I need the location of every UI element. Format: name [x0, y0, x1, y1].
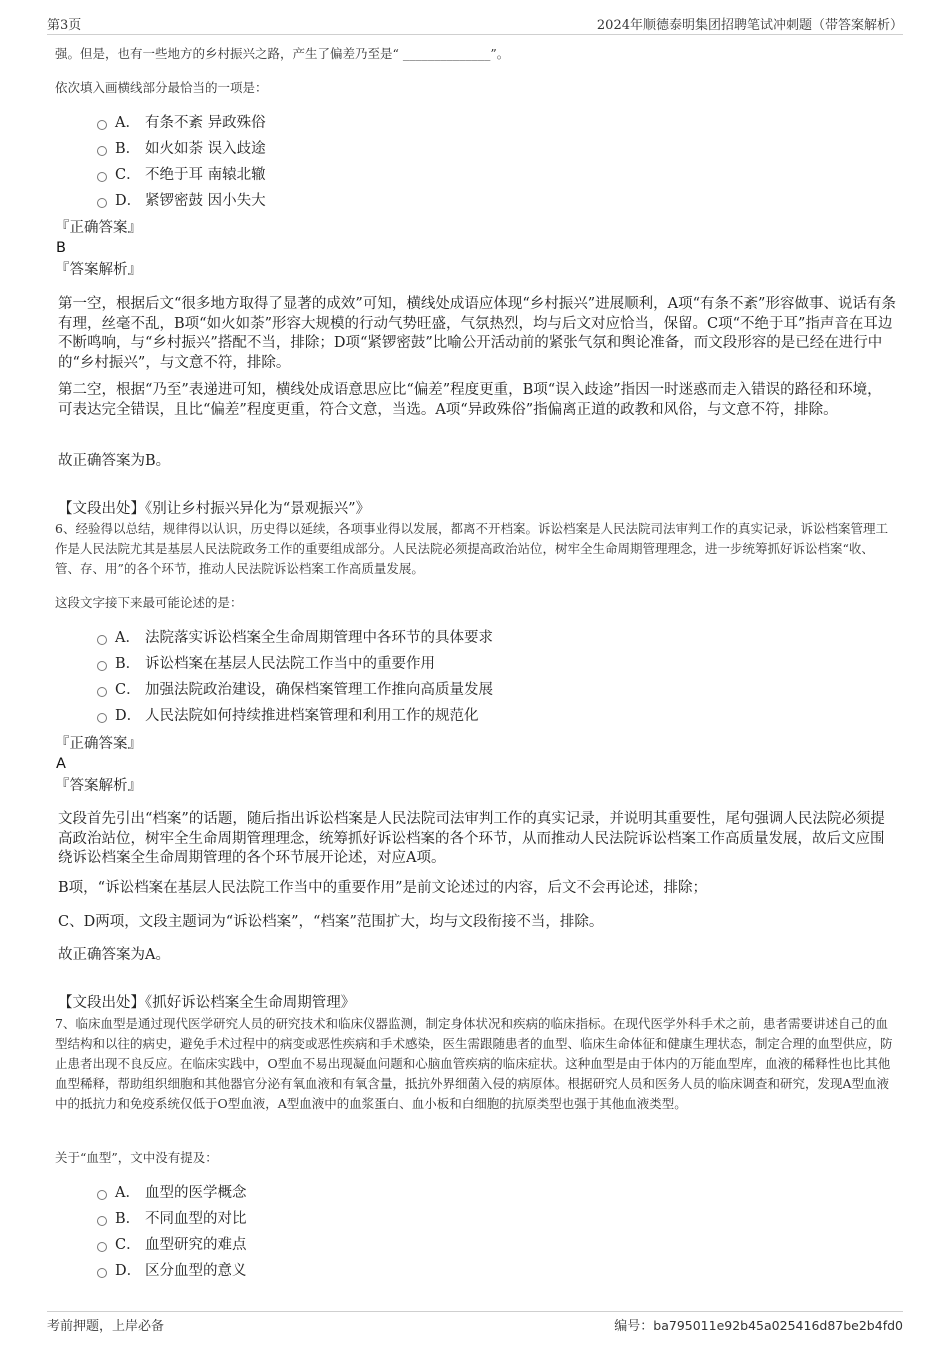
q5-analysis-paragraph-1: 第一空，根据后文“很多地方取得了显著的成效”可知，横线处成语应体现“乡村振兴”进展顺利，A项“有条不紊”形容做事、说话有条有理，丝毫不乱，B项“如火如荼”形容大规模的行动气势旺盛，气氛热烈，均与后文对应恰当，保留。C项“不绝于耳”指声音在耳边不断鸣响，与“乡村振兴”搭配不当，排除；D项“紧锣密鼓”比喻公开活动前的紧张气氛和舆论准备，而文段形容的是已经在进行中的“乡村振兴”，与文意不符，排除。 — [58, 296, 896, 371]
q7-option-b[interactable]: B． 不同血型的对比 — [55, 1206, 455, 1232]
q7-options — [55, 1180, 455, 1284]
q5-tail-text: 强。但是，也有一些地方的乡村振兴之路，产生了偏差乃至是“ ______________”。 — [55, 46, 510, 61]
q7-option-c[interactable]: C． 血型研究的难点 — [55, 1232, 455, 1258]
q5-answer-label: 『正确答案』 — [55, 220, 142, 236]
page-footer — [47, 1311, 903, 1336]
q6-source: 【文段出处】《抓好诉讼档案全生命周期管理》 — [58, 994, 356, 1011]
q6-analysis-paragraph-2: B项，“诉讼档案在基层人民法院工作当中的重要作用”是前文论述过的内容，后文不会再论述，排除； — [58, 880, 707, 896]
q5-option-b[interactable]: B． 如火如荼 误入歧途 — [55, 136, 455, 162]
q7-option-d[interactable]: D． 区分血型的意义 — [55, 1258, 455, 1284]
radio-button[interactable] — [97, 1242, 107, 1252]
q6-option-a[interactable]: A． 法院落实诉讼档案全生命周期管理中各环节的具体要求 — [55, 625, 655, 651]
q6-analysis-paragraph-1: 文段首先引出“档案”的话题，随后指出诉讼档案是人民法院司法审判工作的真实记录，并说明其重要性，尾句强调人民法院必须提高政治站位，树牢全生命周期管理理念，统筹抓好诉讼档案的各个环节，从而推动人民法院诉讼档案工作高质量发展，故后文应围绕诉讼档案全生命周期管理的各个环节展开论述，对应A项。 — [58, 811, 885, 866]
footer-code-value: ba795011e92b45a025416d87be2b4fd0 — [653, 1318, 903, 1333]
q6-option-c[interactable]: C． 加强法院政治建设，确保档案管理工作推向高质量发展 — [55, 677, 655, 703]
page-header — [47, 14, 903, 35]
radio-button[interactable] — [97, 687, 107, 697]
radio-button[interactable] — [97, 713, 107, 723]
q5-analysis-paragraph-2: 第二空，根据“乃至”表递进可知，横线处成语意思应比“偏差”程度更重，B项“误入歧途”指因一时迷惑而走入错误的路径和环境，可表达完全错误，且比“偏差”程度更重，符合文意，当选。A项“异政殊俗”指偏离正道的政教和风俗，与文意不符，排除。 — [58, 382, 882, 418]
q7-question-text: 7、临床血型是通过现代医学研究人员的研究技术和临床仪器监测，制定身体状况和疾病的临床指标。在现代医学外科手术之前，患者需要讲述自己的血型结构和以往的病史，避免手术过程中的病变或恶性疾病和手术感染，医生需跟随患者的血型、临床生命体征和健康生理状态，制定合理的血型供应，防止患者出现不良反应。在临床实践中，O型血不易出现凝血问题和心脑血管疾病的临床症状。这种血型是由于体内的万能血型库，血液的稀释性也比其他血型稀释，帮助组织细胞和其他器官分泌有氧血液和有氧含量，抵抗外界细菌入侵的病原体。根据研究人员和医务人员的临床调查和研究，发现A型血液中的抵抗力和免疫系统仅低于O型血液，A型血液中的血浆蛋白、血小板和白细胞的抗原类型也强于其他血液类型。 — [55, 1016, 893, 1111]
radio-button[interactable] — [97, 661, 107, 671]
q5-answer: B — [56, 240, 66, 256]
footer-code-label: 编号： — [614, 1319, 654, 1334]
radio-button[interactable] — [97, 198, 107, 208]
radio-button[interactable] — [97, 635, 107, 645]
q6-question-text: 6、经验得以总结，规律得以认识，历史得以延续，各项事业得以发展，都离不开档案。诉讼档案是人民法院司法审判工作的真实记录，诉讼档案管理工作是人民法院尤其是基层人民法院政务工作的重要组成部分。人民法院必须提高政治站位，树牢全生命周期管理理念，进一步统筹抓好诉讼档案“收、管、存、用”的各个环节，推动人民法院诉讼档案工作高质量发展。 — [55, 521, 888, 576]
radio-button[interactable] — [97, 1268, 107, 1278]
q6-analysis-label: 『答案解析』 — [55, 778, 142, 794]
q5-analysis-label: 『答案解析』 — [55, 262, 142, 278]
q6-answer: A — [56, 756, 66, 772]
q6-analysis-paragraph-3: C、D两项，文段主题词为“诉讼档案”，“档案”范围扩大，均与文段衔接不当，排除。 — [58, 914, 604, 930]
q5-option-a[interactable]: A． 有条不紊 异政殊俗 — [55, 110, 455, 136]
q5-option-c[interactable]: C． 不绝于耳 南辕北辙 — [55, 162, 455, 188]
q5-conclusion: 故正确答案为B。 — [58, 453, 171, 469]
q5-options — [55, 110, 455, 214]
q6-option-b[interactable]: B． 诉讼档案在基层人民法院工作当中的重要作用 — [55, 651, 655, 677]
document-title: 2024年顺德泰明集团招聘笔试冲刺题（带答案解析） — [596, 18, 903, 33]
q5-option-d[interactable]: D． 紧锣密鼓 因小失大 — [55, 188, 455, 214]
footer-slogan: 考前押题，上岸必备 — [47, 1319, 165, 1334]
q6-prompt: 这段文字接下来最可能论述的是： — [55, 595, 243, 610]
radio-button[interactable] — [97, 1190, 107, 1200]
q5-source: 【文段出处】《别让乡村振兴异化为“景观振兴”》 — [58, 500, 371, 517]
q6-answer-label: 『正确答案』 — [55, 736, 142, 752]
footer-code — [614, 1315, 903, 1334]
q6-conclusion: 故正确答案为A。 — [58, 947, 170, 963]
q6-options — [55, 625, 655, 729]
radio-button[interactable] — [97, 172, 107, 182]
q7-prompt: 关于“血型”，文中没有提及： — [55, 1150, 218, 1165]
q6-option-d[interactable]: D． 人民法院如何持续推进档案管理和利用工作的规范化 — [55, 703, 655, 729]
q7-option-a[interactable]: A． 血型的医学概念 — [55, 1180, 455, 1206]
page-number: 第3页 — [47, 18, 82, 33]
radio-button[interactable] — [97, 1216, 107, 1226]
radio-button[interactable] — [97, 146, 107, 156]
q5-prompt: 依次填入画横线部分最恰当的一项是： — [55, 80, 268, 95]
radio-button[interactable] — [97, 120, 107, 130]
